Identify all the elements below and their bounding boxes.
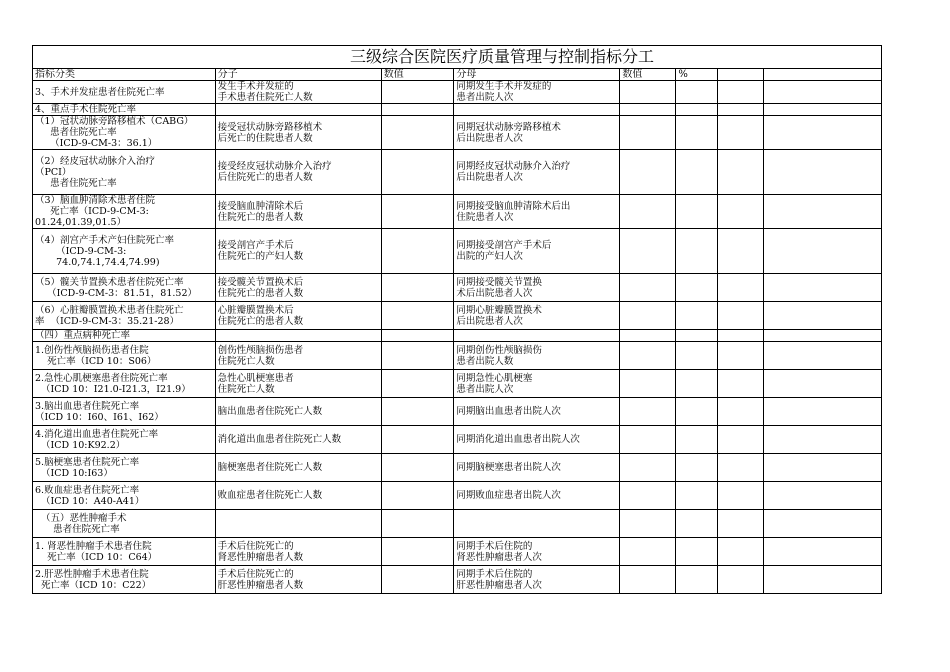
table-row bbox=[33, 566, 882, 594]
value-cell[interactable] bbox=[381, 302, 454, 330]
empty-cell[interactable] bbox=[717, 195, 763, 229]
table-row bbox=[33, 426, 882, 454]
empty-cell[interactable] bbox=[763, 342, 881, 370]
percent-cell[interactable] bbox=[676, 510, 718, 538]
value-cell[interactable] bbox=[381, 229, 454, 274]
denominator-cell[interactable]: 同期心脏瓣膜置换术 后出院患者人次 bbox=[454, 302, 620, 330]
header-percent[interactable]: % bbox=[676, 69, 718, 81]
percent-cell[interactable] bbox=[676, 229, 718, 274]
denominator-cell[interactable]: 同期手术后住院的 肾恶性肿瘤患者人次 bbox=[454, 538, 620, 566]
empty-cell[interactable] bbox=[763, 426, 881, 454]
numerator-cell[interactable]: 创伤性颅脑损伤患者 住院死亡人数 bbox=[215, 342, 381, 370]
category-cell[interactable]: 2.肝恶性肿瘤手术患者住院 死亡率（ICD 10：C22） bbox=[33, 566, 216, 594]
category-cell[interactable]: （5）髋关节置换术患者住院死亡率 （ICD-9-CM-3：81.51，81.52） bbox=[33, 274, 216, 302]
empty-cell[interactable] bbox=[717, 342, 763, 370]
category-cell[interactable]: 3、手术并发症患者住院死亡率 bbox=[33, 81, 216, 104]
denominator-cell[interactable]: 同期接受髋关节置换 术后出院患者人次 bbox=[454, 274, 620, 302]
empty-cell[interactable] bbox=[763, 482, 881, 510]
category-cell[interactable]: （1）冠状动脉旁路移植术（CABG） 患者住院死亡率 （ICD-9-CM-3：36.1） bbox=[33, 116, 216, 150]
denominator-cell[interactable]: 同期脑出血患者出院人次 bbox=[454, 398, 620, 426]
value-cell[interactable] bbox=[620, 81, 676, 104]
value-cell[interactable] bbox=[620, 426, 676, 454]
empty-cell[interactable] bbox=[717, 116, 763, 150]
value-cell[interactable] bbox=[381, 81, 454, 104]
empty-cell[interactable] bbox=[717, 510, 763, 538]
header-empty-1[interactable] bbox=[717, 69, 763, 81]
percent-cell[interactable] bbox=[676, 538, 718, 566]
empty-cell[interactable] bbox=[717, 150, 763, 195]
header-empty-2[interactable] bbox=[763, 69, 881, 81]
numerator-cell[interactable]: 接受冠状动脉旁路移植术 后死亡的住院患者人数 bbox=[215, 116, 381, 150]
empty-cell[interactable] bbox=[763, 302, 881, 330]
denominator-cell[interactable]: 同期败血症患者出院人次 bbox=[454, 482, 620, 510]
empty-cell[interactable] bbox=[763, 370, 881, 398]
table-row bbox=[33, 104, 882, 116]
empty-cell[interactable] bbox=[717, 454, 763, 482]
numerator-cell[interactable]: 脑出血患者住院死亡人数 bbox=[215, 398, 381, 426]
header-numerator[interactable]: 分子 bbox=[215, 69, 381, 81]
value-cell[interactable] bbox=[620, 538, 676, 566]
numerator-cell[interactable] bbox=[215, 104, 381, 116]
value-cell[interactable] bbox=[381, 482, 454, 510]
value-cell[interactable] bbox=[620, 454, 676, 482]
table-row bbox=[33, 398, 882, 426]
table-row bbox=[33, 229, 882, 274]
value-cell[interactable] bbox=[381, 398, 454, 426]
table-row bbox=[33, 454, 882, 482]
denominator-cell[interactable]: 同期急性心肌梗塞 患者出院人次 bbox=[454, 370, 620, 398]
empty-cell[interactable] bbox=[763, 538, 881, 566]
table-row bbox=[33, 482, 882, 510]
category-cell[interactable]: 4.消化道出血患者住院死亡率 （ICD 10:K92.2） bbox=[33, 426, 216, 454]
numerator-cell[interactable]: 发生手术并发症的 手术患者住院死亡人数 bbox=[215, 81, 381, 104]
empty-cell[interactable] bbox=[717, 482, 763, 510]
table-row bbox=[33, 538, 882, 566]
empty-cell[interactable] bbox=[717, 81, 763, 104]
value-cell[interactable] bbox=[620, 229, 676, 274]
value-cell[interactable] bbox=[381, 370, 454, 398]
category-cell[interactable]: 6.败血症患者住院死亡率 （ICD 10：A40-A41） bbox=[33, 482, 216, 510]
value-cell[interactable] bbox=[381, 566, 454, 594]
header-denominator[interactable]: 分母 bbox=[454, 69, 620, 81]
denominator-cell[interactable]: 同期接受剖宫产手术后 出院的产妇人次 bbox=[454, 229, 620, 274]
category-cell[interactable]: 2.急性心肌梗塞患者住院死亡率 （ICD 10：I21.0-I21.3，I21.9） bbox=[33, 370, 216, 398]
empty-cell[interactable] bbox=[717, 229, 763, 274]
empty-cell[interactable] bbox=[763, 150, 881, 195]
percent-cell[interactable] bbox=[676, 81, 718, 104]
numerator-cell[interactable]: 心脏瓣膜置换术后 住院死亡的患者人数 bbox=[215, 302, 381, 330]
empty-cell[interactable] bbox=[717, 330, 763, 342]
value-cell[interactable] bbox=[381, 454, 454, 482]
category-cell[interactable]: 1. 肾恶性肿瘤手术患者住院 死亡率（ICD 10：C64） bbox=[33, 538, 216, 566]
category-cell[interactable]: （四）重点病种死亡率 bbox=[33, 330, 216, 342]
empty-cell[interactable] bbox=[717, 274, 763, 302]
value-cell[interactable] bbox=[381, 342, 454, 370]
table-row bbox=[33, 116, 882, 150]
empty-cell[interactable] bbox=[763, 566, 881, 594]
category-cell[interactable]: （2）经皮冠状动脉介入治疗 （PCI） 患者住院死亡率 bbox=[33, 150, 216, 195]
value-cell[interactable] bbox=[620, 370, 676, 398]
category-cell[interactable]: 1.创伤性颅脑损伤患者住院 死亡率（ICD 10：S06） bbox=[33, 342, 216, 370]
empty-cell[interactable] bbox=[763, 81, 881, 104]
value-cell[interactable] bbox=[381, 426, 454, 454]
table-row bbox=[33, 195, 882, 229]
numerator-cell[interactable]: 接受剖宫产手术后 住院死亡的产妇人数 bbox=[215, 229, 381, 274]
value-cell[interactable] bbox=[381, 116, 454, 150]
value-cell[interactable] bbox=[620, 330, 676, 342]
empty-cell[interactable] bbox=[717, 104, 763, 116]
denominator-cell[interactable]: 同期接受脑血肿清除术后出 住院患者人次 bbox=[454, 195, 620, 229]
title-cell[interactable] bbox=[33, 46, 882, 69]
percent-cell[interactable] bbox=[676, 426, 718, 454]
value-cell[interactable] bbox=[620, 104, 676, 116]
category-cell[interactable]: （6）心脏瓣膜置换术患者住院死亡 率 （ICD-9-CM-3：35.21-28） bbox=[33, 302, 216, 330]
empty-cell[interactable] bbox=[717, 398, 763, 426]
value-cell[interactable] bbox=[620, 195, 676, 229]
denominator-cell[interactable] bbox=[454, 330, 620, 342]
numerator-cell[interactable]: 脑梗塞患者住院死亡人数 bbox=[215, 454, 381, 482]
value-cell[interactable] bbox=[620, 482, 676, 510]
empty-cell[interactable] bbox=[763, 274, 881, 302]
value-cell[interactable] bbox=[620, 274, 676, 302]
percent-cell[interactable] bbox=[676, 104, 718, 116]
header-numerator-value[interactable]: 数值 bbox=[381, 69, 454, 81]
percent-cell[interactable] bbox=[676, 302, 718, 330]
numerator-cell[interactable]: 手术后住院死亡的 肾恶性肿瘤患者人数 bbox=[215, 538, 381, 566]
category-cell[interactable]: 3.脑出血患者住院死亡率 （ICD 10：I60、I61、I62） bbox=[33, 398, 216, 426]
category-cell[interactable]: （3）脑血肿清除术患者住院 死亡率（ICD-9-CM-3: 01.24,01.39,01.5） bbox=[33, 195, 216, 229]
empty-cell[interactable] bbox=[763, 104, 881, 116]
spreadsheet bbox=[32, 45, 882, 594]
percent-cell[interactable] bbox=[676, 454, 718, 482]
empty-cell[interactable] bbox=[717, 566, 763, 594]
percent-cell[interactable] bbox=[676, 342, 718, 370]
empty-cell[interactable] bbox=[763, 229, 881, 274]
header-denominator-value[interactable]: 数值 bbox=[620, 69, 676, 81]
numerator-cell[interactable] bbox=[215, 330, 381, 342]
category-cell[interactable]: （4）剖宫产手术产妇住院死亡率 （ICD-9-CM-3: 74.0,74.1,74.4,74.99) bbox=[33, 229, 216, 274]
numerator-cell[interactable] bbox=[215, 510, 381, 538]
table-row bbox=[33, 342, 882, 370]
percent-cell[interactable] bbox=[676, 370, 718, 398]
empty-cell[interactable] bbox=[717, 302, 763, 330]
table-row bbox=[33, 81, 882, 104]
denominator-cell[interactable]: 同期消化道出血患者出院人次 bbox=[454, 426, 620, 454]
numerator-cell[interactable]: 消化道出血患者住院死亡人数 bbox=[215, 426, 381, 454]
numerator-cell[interactable]: 败血症患者住院死亡人数 bbox=[215, 482, 381, 510]
numerator-cell[interactable]: 接受经皮冠状动脉介入治疗 后住院死亡的患者人数 bbox=[215, 150, 381, 195]
value-cell[interactable] bbox=[620, 302, 676, 330]
empty-cell[interactable] bbox=[763, 195, 881, 229]
percent-cell[interactable] bbox=[676, 482, 718, 510]
percent-cell[interactable] bbox=[676, 150, 718, 195]
page-title: 三级综合医院医疗质量管理与控制指标分工 bbox=[349, 47, 654, 66]
value-cell[interactable] bbox=[620, 398, 676, 426]
denominator-cell[interactable]: 同期发生手术并发症的 患者出院人次 bbox=[454, 81, 620, 104]
percent-cell[interactable] bbox=[676, 398, 718, 426]
indicator-table bbox=[32, 45, 882, 594]
denominator-cell[interactable]: 同期冠状动脉旁路移植术 后出院患者人次 bbox=[454, 116, 620, 150]
empty-cell[interactable] bbox=[763, 116, 881, 150]
table-row bbox=[33, 302, 882, 330]
value-cell[interactable] bbox=[620, 116, 676, 150]
denominator-cell[interactable] bbox=[454, 510, 620, 538]
category-cell[interactable]: （五）恶性肿瘤手术 患者住院死亡率 bbox=[33, 510, 216, 538]
empty-cell[interactable] bbox=[763, 454, 881, 482]
value-cell[interactable] bbox=[381, 510, 454, 538]
category-cell[interactable]: 5.脑梗塞患者住院死亡率 （ICD 10:I63） bbox=[33, 454, 216, 482]
category-cell[interactable]: 4、重点手术住院死亡率 bbox=[33, 104, 216, 116]
numerator-cell[interactable]: 急性心肌梗塞患者 住院死亡人数 bbox=[215, 370, 381, 398]
value-cell[interactable] bbox=[381, 104, 454, 116]
table-row bbox=[33, 510, 882, 538]
denominator-cell[interactable]: 同期创伤性颅脑损伤 患者出院人数 bbox=[454, 342, 620, 370]
denominator-cell[interactable]: 同期经皮冠状动脉介入治疗 后出院患者人次 bbox=[454, 150, 620, 195]
empty-cell[interactable] bbox=[717, 538, 763, 566]
value-cell[interactable] bbox=[381, 195, 454, 229]
empty-cell[interactable] bbox=[763, 510, 881, 538]
table-row bbox=[33, 370, 882, 398]
value-cell[interactable] bbox=[381, 330, 454, 342]
value-cell[interactable] bbox=[381, 150, 454, 195]
value-cell[interactable] bbox=[620, 150, 676, 195]
value-cell[interactable] bbox=[381, 274, 454, 302]
value-cell[interactable] bbox=[620, 510, 676, 538]
table-row bbox=[33, 330, 882, 342]
empty-cell[interactable] bbox=[763, 398, 881, 426]
denominator-cell[interactable]: 同期脑梗塞患者出院人次 bbox=[454, 454, 620, 482]
empty-cell[interactable] bbox=[763, 330, 881, 342]
denominator-cell[interactable] bbox=[454, 104, 620, 116]
value-cell[interactable] bbox=[620, 566, 676, 594]
percent-cell[interactable] bbox=[676, 330, 718, 342]
percent-cell[interactable] bbox=[676, 116, 718, 150]
empty-cell[interactable] bbox=[717, 370, 763, 398]
numerator-cell[interactable]: 手术后住院死亡的 肝恶性肿瘤患者人数 bbox=[215, 566, 381, 594]
numerator-cell[interactable]: 接受脑血肿清除术后 住院死亡的患者人数 bbox=[215, 195, 381, 229]
header-row bbox=[33, 69, 882, 81]
numerator-cell[interactable]: 接受髋关节置换术后 住院死亡的患者人数 bbox=[215, 274, 381, 302]
header-category[interactable]: 指标分类 bbox=[33, 69, 216, 81]
table-row bbox=[33, 150, 882, 195]
percent-cell[interactable] bbox=[676, 195, 718, 229]
empty-cell[interactable] bbox=[717, 426, 763, 454]
table-row bbox=[33, 274, 882, 302]
value-cell[interactable] bbox=[620, 342, 676, 370]
denominator-cell[interactable]: 同期手术后住院的 肝恶性肿瘤患者人次 bbox=[454, 566, 620, 594]
value-cell[interactable] bbox=[381, 538, 454, 566]
percent-cell[interactable] bbox=[676, 274, 718, 302]
percent-cell[interactable] bbox=[676, 566, 718, 594]
